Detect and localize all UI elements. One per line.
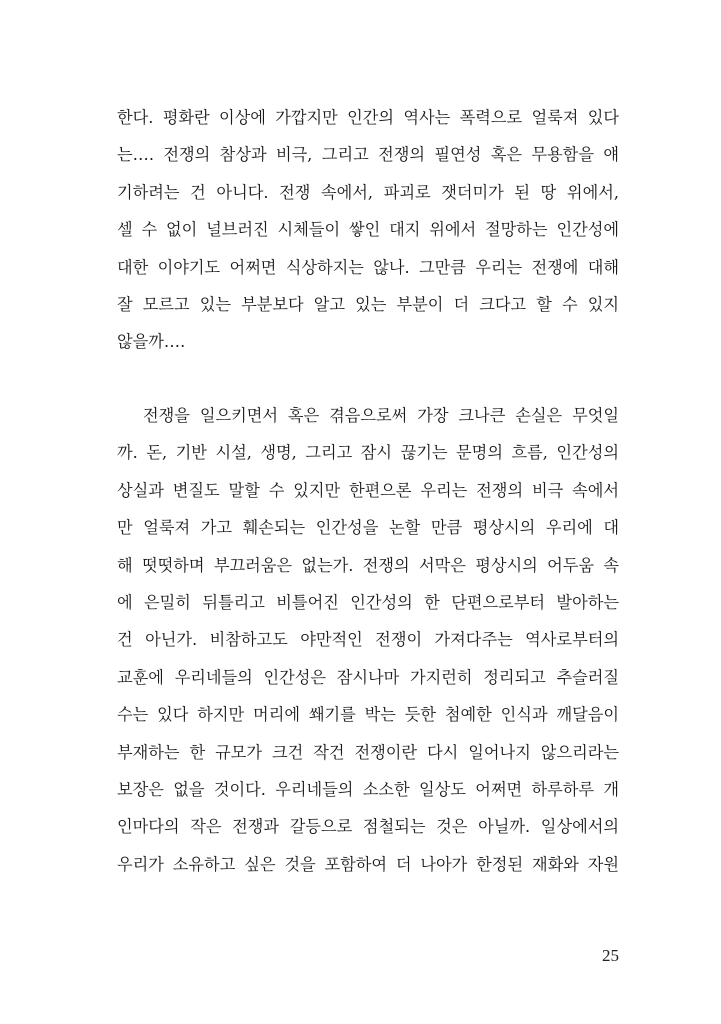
text-line: 상실과 변질도 말할 수 있지만 한편으론 우리는 전쟁의 비극 속에서 — [117, 480, 619, 500]
text-line: 셀 수 없이 널브러진 시체들이 쌓인 대지 위에서 절망하는 인간성에 — [117, 220, 619, 240]
text-line: 대한 이야기도 어쩌면 식상하지는 않나. 그만큼 우리는 전쟁에 대해 — [117, 257, 619, 277]
text-line: 까. 돈, 기반 시설, 생명, 그리고 잠시 끊기는 문명의 흐름, 인간성의 — [117, 443, 619, 463]
text-line: 않을까…. — [117, 332, 186, 352]
text-line: 는…. 전쟁의 참상과 비극, 그리고 전쟁의 필연성 혹은 무용함을 얘 — [117, 145, 619, 165]
text-line: 보장은 없을 것이다. 우리네들의 소소한 일상도 어쩌면 하루하루 개 — [117, 779, 619, 799]
text-line: 전쟁을 일으키면서 혹은 겪음으로써 가장 크나큰 손실은 무엇일 — [143, 406, 619, 425]
text-line: 건 아닌가. 비참하고도 야만적인 전쟁이 가져다주는 역사로부터의 — [117, 630, 619, 650]
page-number: 25 — [602, 946, 619, 965]
paragraph-1 — [117, 99, 619, 361]
text-line: 우리가 소유하고 싶은 것을 포함하여 더 나아가 한정된 재화와 자원 — [117, 854, 619, 874]
text-line: 한다. 평화란 이상에 가깝지만 인간의 역사는 폭력으로 얼룩져 있다 — [117, 108, 619, 127]
text-line: 잘 모르고 있는 부분보다 알고 있는 부분이 더 크다고 할 수 있지 — [117, 294, 619, 314]
text-line: 교훈에 우리네들의 인간성은 잠시나마 가지런히 정리되고 추슬러질 — [117, 667, 619, 687]
text-line: 에 은밀히 뒤틀리고 비틀어진 인간성의 한 단편으로부터 발아하는 — [117, 592, 619, 612]
text-line: 기하려는 건 아니다. 전쟁 속에서, 파괴로 잿더미가 된 땅 위에서, — [117, 182, 619, 202]
text-line: 해 떳떳하며 부끄러움은 없는가. 전쟁의 서막은 평상시의 어두움 속 — [117, 555, 619, 575]
text-line: 인마다의 작은 전쟁과 갈등으로 점철되는 것은 아닐까. 일상에서의 — [117, 817, 619, 837]
paragraph-2 — [117, 397, 619, 883]
text-line: 만 얼룩져 가고 훼손되는 인간성을 논할 만큼 평상시의 우리에 대 — [117, 518, 619, 538]
text-line: 수는 있다 하지만 머리에 쐐기를 박는 듯한 첨예한 인식과 깨달음이 — [117, 705, 619, 725]
text-line: 부재하는 한 규모가 크건 작건 전쟁이란 다시 일어나지 않으리라는 — [117, 742, 619, 762]
